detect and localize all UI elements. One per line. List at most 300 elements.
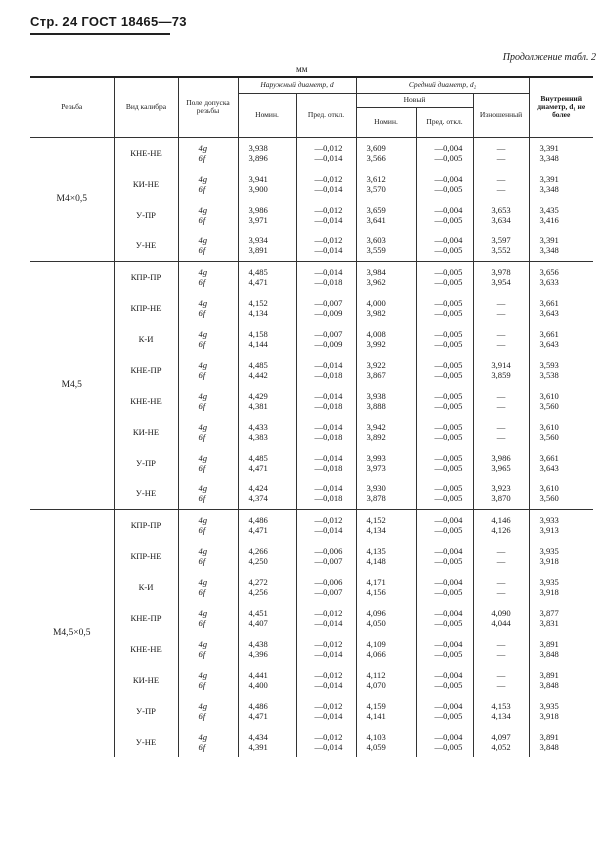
outer-deviation-value: —0,014 (314, 648, 343, 659)
inner-diameter-value: 3,560 (539, 493, 559, 504)
tolerance-field (178, 168, 238, 199)
tolerance-field-value: 6f (198, 648, 206, 659)
gauge-type-value: КПР-ПР (130, 271, 162, 282)
gauge-type (114, 416, 178, 447)
pitch-worn-value: 4,044 (491, 617, 511, 628)
outer-nominal-value: 4,451 (248, 607, 268, 618)
table-row (30, 354, 593, 385)
gauge-type-value: У-ПР (136, 705, 156, 716)
outer-deviation-value: —0,014 (314, 452, 343, 463)
outer-nominal-value: 3,934 (248, 235, 268, 246)
inner-diameter-value: 3,913 (539, 524, 559, 535)
tolerance-field (178, 633, 238, 664)
gauge-type (114, 602, 178, 633)
pitch-nominal-value: 3,570 (366, 183, 386, 194)
gauge-type-value: У-ПР (136, 457, 156, 468)
inner-diameter-value: 3,391 (539, 142, 559, 153)
pitch-deviation-value: —0,005 (434, 617, 463, 628)
gauge-type (114, 726, 178, 757)
pitch-nominal (356, 230, 416, 261)
pitch-deviation-value: —0,004 (434, 514, 463, 525)
inner-diameter-value: 3,661 (539, 297, 559, 308)
outer-nominal-value: 4,374 (248, 493, 268, 504)
outer-deviation (296, 168, 356, 199)
gauge-type (114, 230, 178, 261)
table-row (30, 602, 593, 633)
pitch-worn-value: — (496, 338, 506, 349)
pitch-nominal (356, 602, 416, 633)
tolerance-field (178, 385, 238, 416)
pitch-nominal-value: 3,973 (366, 462, 386, 473)
gauge-type-value: К-И (138, 581, 154, 592)
tolerance-field-value: 4g (198, 483, 208, 494)
pitch-worn (473, 230, 529, 261)
tolerance-field-value: 6f (198, 152, 206, 163)
outer-nominal-value: 4,471 (248, 710, 268, 721)
outer-deviation-value: —0,018 (314, 276, 343, 287)
pitch-worn-value: — (496, 431, 506, 442)
outer-deviation (296, 323, 356, 354)
gauge-type (114, 385, 178, 416)
outer-deviation-value: —0,006 (314, 576, 343, 587)
outer-nominal (238, 416, 296, 447)
pitch-nominal-value: 4,096 (366, 607, 386, 618)
tolerance-field-value: 4g (198, 204, 208, 215)
pitch-worn-value: 4,134 (491, 710, 511, 721)
pitch-worn-value: 4,146 (491, 514, 511, 525)
pitch-deviation-value: —0,005 (434, 452, 463, 463)
tolerance-field-value: 4g (198, 576, 208, 587)
inner-diameter-value: 3,391 (539, 173, 559, 184)
tolerance-field-value: 6f (198, 338, 206, 349)
gauge-type (114, 261, 178, 292)
pitch-nominal (356, 726, 416, 757)
inner-diameter-value: 3,848 (539, 741, 559, 752)
tolerance-field (178, 261, 238, 292)
pitch-deviation (416, 137, 473, 168)
tolerance-field-value: 6f (198, 617, 206, 628)
pitch-worn-value: 3,870 (491, 493, 511, 504)
outer-nominal (238, 230, 296, 261)
tolerance-field-value: 4g (198, 731, 208, 742)
table-row (30, 447, 593, 478)
pitch-worn (473, 509, 529, 540)
pitch-worn (473, 323, 529, 354)
inner-diameter-value: 3,643 (539, 307, 559, 318)
inner-diameter-value: 3,416 (539, 214, 559, 225)
inner-diameter-value: 3,848 (539, 679, 559, 690)
pitch-deviation-value: —0,005 (434, 679, 463, 690)
outer-deviation (296, 726, 356, 757)
outer-deviation-value: —0,014 (314, 741, 343, 752)
outer-nominal-value: 4,442 (248, 369, 268, 380)
tolerance-field-value: 4g (198, 297, 208, 308)
tolerance-field-value: 6f (198, 214, 206, 225)
outer-deviation-value: —0,014 (314, 183, 343, 194)
outer-deviation-value: —0,007 (314, 328, 343, 339)
pitch-nominal-value: 4,000 (366, 297, 386, 308)
pitch-deviation-value: —0,004 (434, 235, 463, 246)
table-row (30, 726, 593, 757)
pitch-deviation (416, 664, 473, 695)
outer-nominal-value: 4,486 (248, 514, 268, 525)
outer-deviation-value: —0,012 (314, 142, 343, 153)
tolerance-field (178, 354, 238, 385)
gauge-type-value: КИ-НЕ (132, 178, 160, 189)
pitch-worn-value: — (496, 142, 506, 153)
tolerance-field-value: 4g (198, 328, 208, 339)
tolerance-field-value: 4g (198, 545, 208, 556)
pitch-deviation-value: —0,004 (434, 669, 463, 680)
tolerance-field-value: 4g (198, 173, 208, 184)
pitch-nominal (356, 292, 416, 323)
pitch-nominal-value: 4,148 (366, 555, 386, 566)
pitch-nominal (356, 664, 416, 695)
pitch-nominal-value: 4,066 (366, 648, 386, 659)
outer-deviation-value: —0,007 (314, 297, 343, 308)
pitch-worn (473, 633, 529, 664)
pitch-nominal-value: 3,938 (366, 390, 386, 401)
pitch-deviation-value: —0,005 (434, 338, 463, 349)
inner-diameter-value: 3,877 (539, 607, 559, 618)
pitch-deviation (416, 509, 473, 540)
inner-diameter (529, 168, 593, 199)
table-row (30, 199, 593, 230)
pitch-nominal-value: 3,930 (366, 483, 386, 494)
inner-diameter-value: 3,891 (539, 731, 559, 742)
pitch-worn-value: — (496, 669, 506, 680)
gauge-type-value: КПР-НЕ (130, 550, 162, 561)
inner-diameter (529, 354, 593, 385)
pitch-worn-value: — (496, 679, 506, 690)
col-tolerance: Поле допуска резьбы (178, 78, 238, 137)
outer-deviation-value: —0,012 (314, 204, 343, 215)
gauge-type-value: У-НЕ (135, 488, 157, 499)
table-row (30, 695, 593, 726)
outer-nominal-value: 4,429 (248, 390, 268, 401)
tolerance-field (178, 230, 238, 261)
pitch-worn (473, 416, 529, 447)
pitch-nominal-value: 4,134 (366, 524, 386, 535)
outer-deviation-value: —0,012 (314, 638, 343, 649)
pitch-nominal-value: 3,612 (366, 173, 386, 184)
pitch-deviation (416, 230, 473, 261)
pitch-worn (473, 385, 529, 416)
pitch-nominal-value: 4,103 (366, 731, 386, 742)
outer-deviation-value: —0,014 (314, 483, 343, 494)
outer-nominal-value: 4,433 (248, 421, 268, 432)
pitch-nominal-value: 3,609 (366, 142, 386, 153)
pitch-worn-value: 3,597 (491, 235, 511, 246)
inner-diameter (529, 323, 593, 354)
pitch-nominal-value: 3,566 (366, 152, 386, 163)
outer-nominal-value: 4,144 (248, 338, 268, 349)
pitch-worn (473, 695, 529, 726)
pitch-worn (473, 664, 529, 695)
pitch-worn-value: 4,090 (491, 607, 511, 618)
inner-diameter-value: 3,933 (539, 514, 559, 525)
col-new: Новый (356, 93, 473, 107)
pitch-deviation (416, 602, 473, 633)
gauge-type (114, 323, 178, 354)
outer-deviation-value: —0,014 (314, 214, 343, 225)
outer-nominal-value: 4,400 (248, 679, 268, 690)
gauge-type-value: КНЕ-НЕ (130, 147, 162, 158)
pitch-nominal-value: 4,112 (366, 669, 386, 680)
gauge-type (114, 447, 178, 478)
page-header: Стр. 24 ГОСТ 18465—73 (30, 14, 187, 29)
outer-nominal (238, 726, 296, 757)
outer-nominal (238, 137, 296, 168)
pitch-deviation-value: —0,004 (434, 607, 463, 618)
pitch-nominal-value: 3,992 (366, 338, 386, 349)
outer-deviation-value: —0,014 (314, 266, 343, 277)
pitch-nominal-value: 4,059 (366, 741, 386, 752)
pitch-nominal-value: 4,141 (366, 710, 386, 721)
tolerance-field-value: 4g (198, 142, 208, 153)
outer-nominal (238, 447, 296, 478)
pitch-deviation (416, 695, 473, 726)
pitch-nominal-value: 3,559 (366, 245, 386, 256)
pitch-nominal (356, 168, 416, 199)
inner-diameter (529, 571, 593, 602)
inner-diameter (529, 137, 593, 168)
outer-nominal-value: 4,381 (248, 400, 268, 411)
pitch-worn-value: — (496, 152, 506, 163)
outer-nominal-value: 4,471 (248, 462, 268, 473)
outer-deviation (296, 354, 356, 385)
table-row (30, 478, 593, 509)
pitch-nominal (356, 416, 416, 447)
outer-deviation-value: —0,012 (314, 700, 343, 711)
outer-nominal (238, 509, 296, 540)
table-row (30, 261, 593, 292)
pitch-worn (473, 261, 529, 292)
outer-deviation-value: —0,014 (314, 359, 343, 370)
outer-nominal-value: 3,891 (248, 245, 268, 256)
tolerance-field (178, 726, 238, 757)
table-row (30, 416, 593, 447)
inner-diameter-value: 3,348 (539, 245, 559, 256)
pitch-nominal (356, 540, 416, 571)
pitch-deviation-value: —0,005 (434, 524, 463, 535)
outer-deviation (296, 509, 356, 540)
pitch-worn-value: — (496, 586, 506, 597)
inner-diameter-value: 3,918 (539, 555, 559, 566)
outer-nominal (238, 695, 296, 726)
inner-diameter (529, 416, 593, 447)
pitch-deviation (416, 261, 473, 292)
pitch-deviation-value: —0,004 (434, 142, 463, 153)
outer-nominal (238, 602, 296, 633)
pitch-worn (473, 571, 529, 602)
outer-nominal (238, 385, 296, 416)
outer-deviation (296, 447, 356, 478)
inner-diameter (529, 261, 593, 292)
pitch-deviation-value: —0,005 (434, 400, 463, 411)
outer-deviation-value: —0,007 (314, 555, 343, 566)
pitch-worn-value: 3,965 (491, 462, 511, 473)
pitch-worn (473, 168, 529, 199)
pitch-nominal-value: 3,878 (366, 493, 386, 504)
pitch-nominal (356, 478, 416, 509)
pitch-deviation (416, 726, 473, 757)
gauge-type (114, 571, 178, 602)
gauge-type-value: У-НЕ (135, 736, 157, 747)
inner-diameter-value: 3,891 (539, 669, 559, 680)
table-row (30, 168, 593, 199)
pitch-deviation-value: —0,004 (434, 638, 463, 649)
table-row (30, 664, 593, 695)
inner-diameter-value: 3,918 (539, 586, 559, 597)
pitch-nominal-value: 3,993 (366, 452, 386, 463)
inner-diameter (529, 447, 593, 478)
gauge-type-value: КНЕ-ПР (130, 612, 162, 623)
inner-diameter (529, 633, 593, 664)
outer-nominal (238, 168, 296, 199)
pitch-deviation-value: —0,005 (434, 152, 463, 163)
pitch-worn-value: — (496, 307, 506, 318)
inner-diameter-value: 3,935 (539, 576, 559, 587)
outer-nominal-value: 4,383 (248, 431, 268, 442)
pitch-deviation-value: —0,005 (434, 369, 463, 380)
gauge-type-value: КПР-ПР (130, 519, 162, 530)
pitch-nominal-value: 3,892 (366, 431, 386, 442)
tolerance-field-value: 4g (198, 669, 208, 680)
outer-deviation (296, 602, 356, 633)
outer-nominal-value: 4,434 (248, 731, 268, 742)
pitch-worn-value: 3,653 (491, 204, 511, 215)
inner-diameter-value: 3,348 (539, 152, 559, 163)
tolerance-field (178, 571, 238, 602)
inner-diameter (529, 385, 593, 416)
outer-deviation (296, 137, 356, 168)
outer-nominal (238, 664, 296, 695)
pitch-deviation-value: —0,004 (434, 545, 463, 556)
pitch-worn (473, 540, 529, 571)
pitch-worn-value: — (496, 297, 506, 308)
inner-diameter (529, 602, 593, 633)
pitch-worn-value: — (496, 555, 506, 566)
thread-label: M4×0,5 (30, 137, 114, 261)
outer-nominal-value: 4,485 (248, 359, 268, 370)
header-rule (30, 33, 170, 35)
pitch-worn-value: 3,914 (491, 359, 511, 370)
gauge-type-value: У-НЕ (135, 240, 157, 251)
inner-diameter-value: 3,610 (539, 421, 559, 432)
outer-nominal-value: 4,424 (248, 483, 268, 494)
pitch-deviation (416, 168, 473, 199)
outer-deviation (296, 385, 356, 416)
outer-nominal (238, 540, 296, 571)
table-row (30, 137, 593, 168)
pitch-worn-value: 3,552 (491, 245, 511, 256)
outer-nominal-value: 4,272 (248, 576, 268, 587)
pitch-deviation-value: —0,004 (434, 173, 463, 184)
pitch-deviation-value: —0,004 (434, 700, 463, 711)
outer-nominal (238, 199, 296, 230)
outer-nominal-value: 3,900 (248, 183, 268, 194)
outer-nominal-value: 4,407 (248, 617, 268, 628)
pitch-deviation-value: —0,005 (434, 462, 463, 473)
gauge-type (114, 292, 178, 323)
table-row (30, 633, 593, 664)
pitch-worn (473, 137, 529, 168)
pitch-worn-value: 3,986 (491, 452, 511, 463)
col-inner-diameter: Внутренний диаметр, d₁ не более (529, 78, 593, 137)
tolerance-field-value: 4g (198, 266, 208, 277)
pitch-deviation-value: —0,005 (434, 183, 463, 194)
tolerance-field-value: 6f (198, 679, 206, 690)
outer-deviation-value: —0,014 (314, 710, 343, 721)
table-row (30, 323, 593, 354)
pitch-deviation-value: —0,005 (434, 710, 463, 721)
outer-deviation-value: —0,009 (314, 338, 343, 349)
pitch-worn-value: — (496, 400, 506, 411)
inner-diameter-value: 3,610 (539, 390, 559, 401)
thread-label: M4,5 (30, 261, 114, 509)
table-row (30, 571, 593, 602)
inner-diameter-value: 3,661 (539, 328, 559, 339)
inner-diameter (529, 230, 593, 261)
inner-diameter-value: 3,593 (539, 359, 559, 370)
outer-nominal-value: 4,486 (248, 700, 268, 711)
tolerance-field (178, 664, 238, 695)
outer-nominal-value: 3,938 (248, 142, 268, 153)
outer-deviation (296, 416, 356, 447)
gauge-type (114, 633, 178, 664)
tolerance-field-value: 4g (198, 452, 208, 463)
pitch-nominal-value: 3,962 (366, 276, 386, 287)
tolerance-field-value: 4g (198, 235, 208, 246)
outer-deviation (296, 261, 356, 292)
outer-deviation-value: —0,007 (314, 586, 343, 597)
gauge-type (114, 509, 178, 540)
outer-deviation-value: —0,012 (314, 235, 343, 246)
inner-diameter (529, 478, 593, 509)
gauge-type-value: КИ-НЕ (132, 674, 160, 685)
outer-deviation-value: —0,014 (314, 152, 343, 163)
pitch-worn-value: 3,923 (491, 483, 511, 494)
pitch-nominal (356, 509, 416, 540)
pitch-deviation-value: —0,005 (434, 328, 463, 339)
outer-nominal (238, 261, 296, 292)
pitch-deviation (416, 633, 473, 664)
pitch-worn (473, 726, 529, 757)
outer-nominal-value: 4,441 (248, 669, 268, 680)
tolerance-field-value: 4g (198, 514, 208, 525)
gauge-type (114, 664, 178, 695)
inner-diameter-value: 3,643 (539, 462, 559, 473)
outer-nominal-value: 4,256 (248, 586, 268, 597)
units-label: мм (296, 64, 308, 74)
gauge-type (114, 137, 178, 168)
tolerance-field-value: 6f (198, 710, 206, 721)
pitch-deviation-value: —0,004 (434, 731, 463, 742)
tolerance-field (178, 540, 238, 571)
gauge-type (114, 354, 178, 385)
pitch-worn-value: — (496, 648, 506, 659)
outer-deviation (296, 540, 356, 571)
pitch-deviation (416, 416, 473, 447)
outer-nominal-value: 4,250 (248, 555, 268, 566)
pitch-deviation-value: —0,005 (434, 586, 463, 597)
pitch-nominal (356, 199, 416, 230)
outer-deviation (296, 664, 356, 695)
inner-diameter-value: 3,831 (539, 617, 559, 628)
outer-deviation-value: —0,014 (314, 390, 343, 401)
tolerance-field (178, 478, 238, 509)
